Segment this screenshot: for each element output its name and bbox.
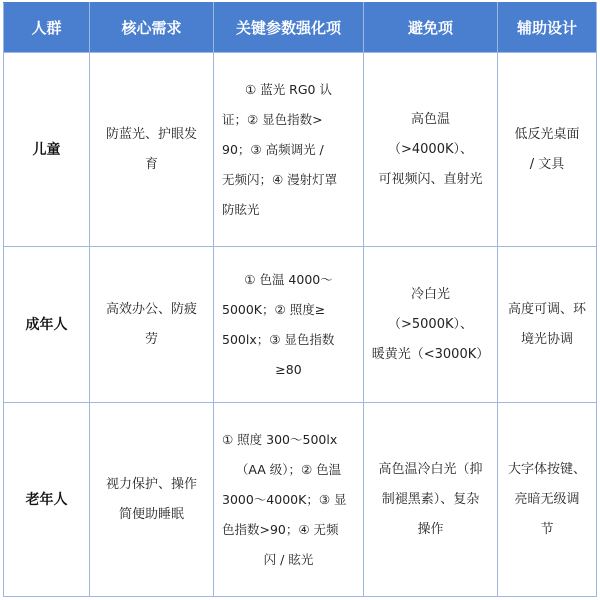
- core-need-cell: [90, 247, 214, 403]
- aux-design-cell: [498, 53, 597, 247]
- cell-line: 3000～4000K；③ 显: [222, 491, 347, 507]
- group-cell: 儿童: [4, 53, 90, 247]
- cell-line: 境光协调: [520, 331, 573, 347]
- cell-line: ① 蓝光 RG0 认: [245, 81, 332, 97]
- avoid-cell: [364, 403, 498, 597]
- group-cell: 成年人: [4, 247, 90, 403]
- cell-line: 防眩光: [222, 201, 260, 217]
- key-params-cell: [214, 403, 364, 597]
- key-params-cell: [214, 247, 364, 403]
- cell-line: 低反光桌面: [514, 126, 580, 142]
- cell-line: 高色温（>4000K）、: [387, 111, 473, 157]
- cell-line: 无频闪；④ 漫射灯罩: [222, 171, 338, 187]
- avoid-cell: [364, 247, 498, 403]
- table-header-row: [4, 3, 597, 53]
- header-group: 人群: [4, 3, 90, 53]
- cell-line: 高度可调、环: [507, 301, 586, 317]
- cell-line: 可视频闪、直射光: [378, 171, 483, 187]
- cell-line: / 文具: [529, 156, 565, 172]
- cell-line: ① 色温 4000～: [244, 271, 333, 287]
- cell-line: 色指数>90；④ 无频: [222, 521, 339, 537]
- lighting-requirements-table: [3, 2, 597, 597]
- cell-line: 节: [540, 521, 554, 537]
- avoid-cell: [364, 53, 498, 247]
- cell-line: ① 照度 300～500lx: [222, 431, 338, 447]
- cell-line: 视力保护、操作: [105, 476, 197, 492]
- core-need-cell: [90, 403, 214, 597]
- cell-line: ≥80: [275, 361, 302, 377]
- cell-line: 简便助睡眠: [118, 506, 184, 522]
- cell-line: 防蓝光、护眼发: [105, 126, 197, 142]
- cell-line: 500lx；③ 显色指数: [222, 331, 335, 347]
- cell-line: 5000K；② 照度≥: [222, 301, 326, 317]
- group-cell: 老年人: [4, 403, 90, 597]
- cell-line: 劳: [144, 331, 158, 347]
- core-need-cell: [90, 53, 214, 247]
- header-key-params: 关键参数强化项: [214, 3, 364, 53]
- cell-line: 高效办公、防疲: [105, 301, 197, 317]
- cell-line: 冷白光（>5000K）、: [387, 286, 473, 332]
- cell-line: 操作: [417, 521, 444, 537]
- header-avoid: 避免项: [364, 3, 498, 53]
- key-params-cell: [214, 53, 364, 247]
- cell-line: 闪 / 眩光: [263, 551, 314, 567]
- cell-line: 证；② 显色指数>: [222, 111, 323, 127]
- cell-line: 暖黄光（<3000K）: [371, 346, 490, 362]
- cell-line: 90；③ 高频调光 /: [222, 141, 324, 157]
- cell-line: 高色温冷白光（抑: [378, 461, 483, 477]
- cell-line: 亮暗无级调: [514, 491, 580, 507]
- cell-line: 育: [144, 156, 158, 172]
- cell-line: （AA 级）；② 色温: [235, 461, 342, 477]
- lighting-requirements-table-container: [3, 2, 596, 596]
- aux-design-cell: [498, 403, 597, 597]
- table-row-adult: [4, 247, 597, 403]
- cell-line: 大字体按键、: [507, 461, 586, 477]
- table-row-children: [4, 53, 597, 247]
- table-row-senior: [4, 403, 597, 597]
- aux-design-cell: [498, 247, 597, 403]
- header-core-need: 核心需求: [90, 3, 214, 53]
- header-aux-design: 辅助设计: [498, 3, 597, 53]
- cell-line: 制褪黑素）、复杂: [381, 491, 480, 507]
